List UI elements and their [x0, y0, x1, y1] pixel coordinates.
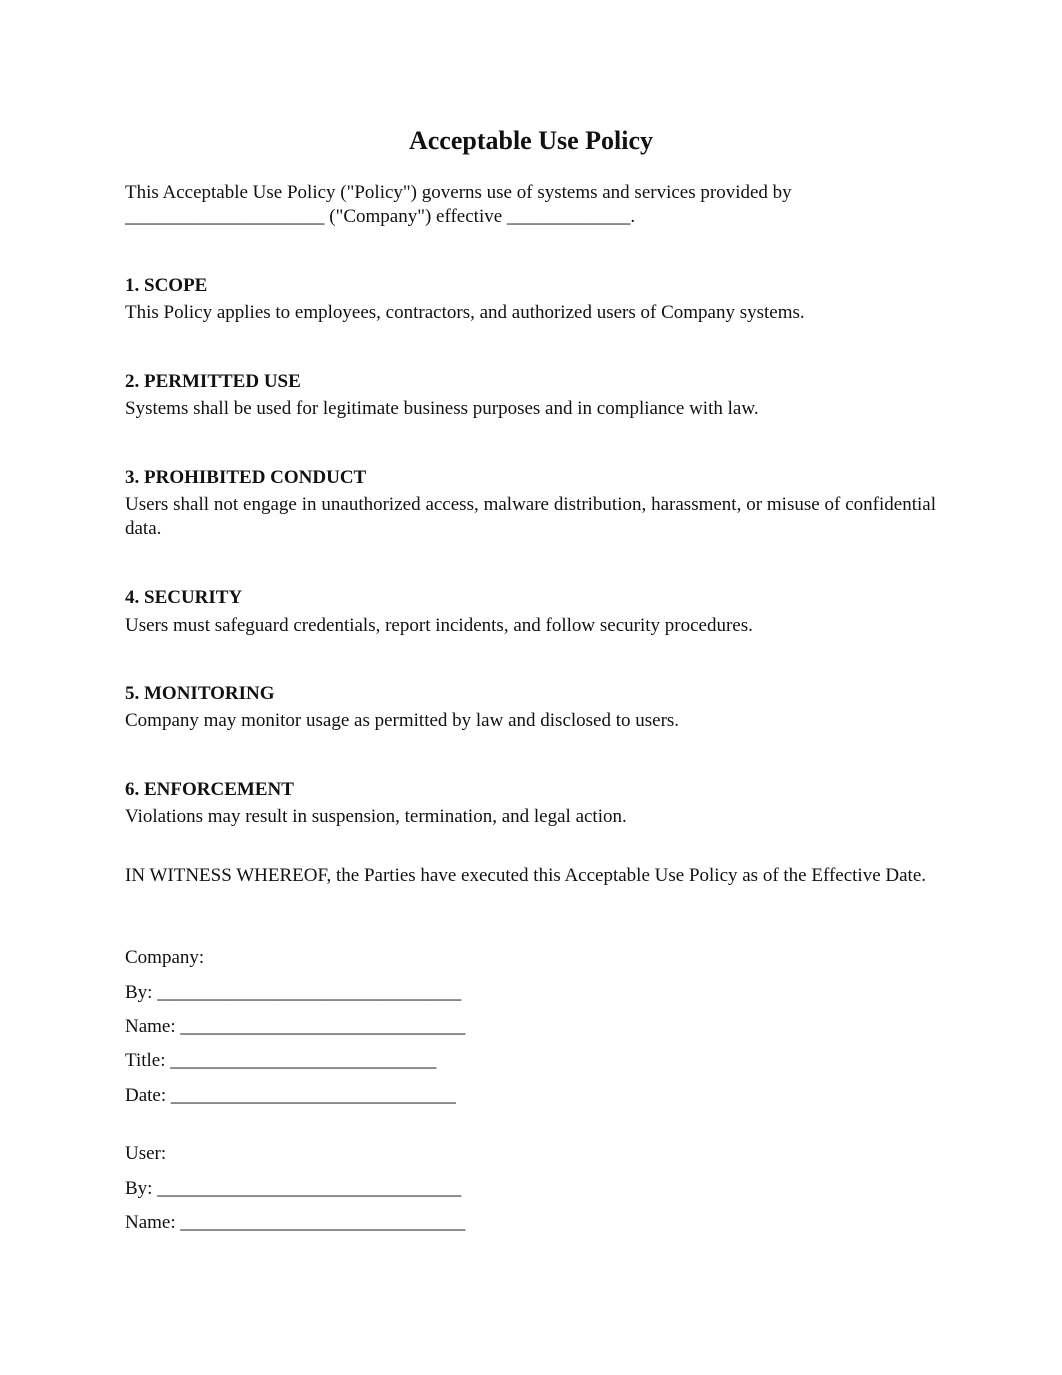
section-heading-prohibited-conduct: 3. PROHIBITED CONDUCT — [125, 467, 367, 488]
section-body-prohibited-conduct: Users shall not engage in unauthorized access, malware distribution, harassment, or misuse of confidential data. — [125, 494, 936, 539]
section-body-security: Users must safeguard credentials, report incidents, and follow security procedures. — [125, 615, 753, 636]
section-body-enforcement: Violations may result in suspension, termination, and legal action. — [125, 806, 627, 827]
company-by-line: By: ________________________________ — [125, 982, 462, 1003]
section-body-scope: This Policy applies to employees, contractors, and authorized users of Company systems. — [125, 302, 805, 323]
witness-clause: IN WITNESS WHEREOF, the Parties have executed this Acceptable Use Policy as of the Effective Date. — [125, 865, 927, 886]
section-heading-scope: 1. SCOPE — [125, 275, 208, 296]
section-heading-enforcement: 6. ENFORCEMENT — [125, 779, 294, 800]
user-name-line: Name: ______________________________ — [125, 1212, 466, 1233]
user-signature-label: User: — [125, 1143, 167, 1164]
section-heading-monitoring: 5. MONITORING — [125, 683, 275, 704]
intro-line-1: This Acceptable Use Policy ("Policy") governs use of systems and services provided by — [125, 182, 792, 203]
intro-line-2: _____________________ ("Company") effective _____________. — [125, 206, 636, 227]
section-body-permitted-use: Systems shall be used for legitimate business purposes and in compliance with law. — [125, 398, 759, 419]
company-date-line: Date: ______________________________ — [125, 1085, 456, 1106]
company-name-line: Name: ______________________________ — [125, 1016, 466, 1037]
document-title: Acceptable Use Policy — [408, 126, 654, 155]
section-heading-security: 4. SECURITY — [125, 587, 243, 608]
company-signature-label: Company: — [125, 947, 205, 968]
user-by-line: By: ________________________________ — [125, 1178, 462, 1199]
section-heading-permitted-use: 2. PERMITTED USE — [125, 371, 301, 392]
company-title-line: Title: ____________________________ — [125, 1050, 437, 1071]
section-body-monitoring: Company may monitor usage as permitted by law and disclosed to users. — [125, 710, 680, 731]
